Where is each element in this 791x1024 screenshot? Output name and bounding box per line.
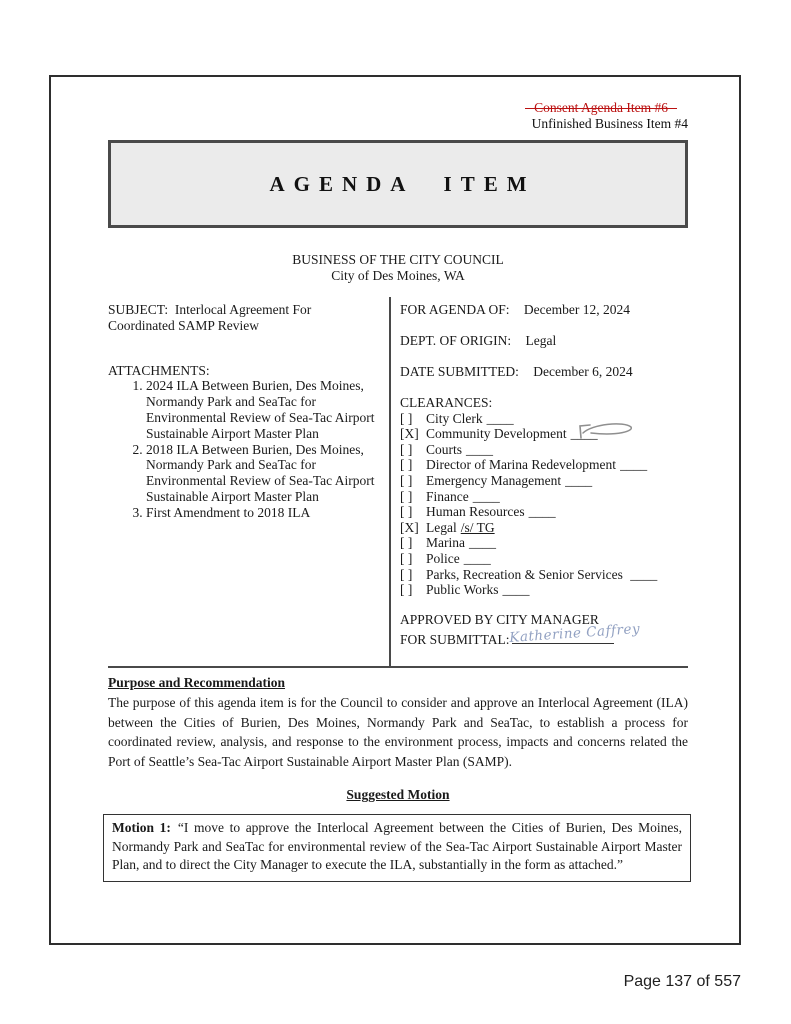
clearance-row-courts <box>400 442 688 458</box>
org-heading <box>108 252 688 284</box>
clearance-label: Human Resources <box>426 504 525 520</box>
attachment-item: 1. 2024 ILA Between Burien, Des Moines, Normandy Park and SeaTac for Environmental Review of Sea-Tac Airport Sustainable Airport Master Plan <box>146 378 377 441</box>
document-header-corner <box>108 100 688 132</box>
clearance-label: Public Works <box>426 582 499 598</box>
motion-box <box>103 814 691 882</box>
signature-blank: ____ <box>486 410 514 426</box>
motion-body: “I move to approve the Interlocal Agreement between the Cities of Burien, Des Moines, Normandy Park and SeaTac for environmental review of the Sea-Tac Airport Sustainable Airport Master Plan, and to direct the City Manager to execute the ILA, substantially in the form as attached.” <box>112 820 682 872</box>
org-line-city: City of Des Moines, WA <box>331 268 465 283</box>
clearance-label: Director of Marina Redevelopment <box>426 457 617 473</box>
for-submittal-label: FOR SUBMITTAL: <box>400 632 510 648</box>
clearance-label: Courts <box>426 441 463 457</box>
date-submitted-label: DATE SUBMITTED: <box>400 364 519 379</box>
signature-blank: ____ <box>472 488 500 504</box>
purpose-heading: Purpose and Recommendation <box>108 675 286 690</box>
checkbox: [ ] <box>400 457 413 473</box>
signature-blank: ____ <box>620 457 648 473</box>
clearance-label: Emergency Management <box>426 472 562 488</box>
dept-of-origin-value: Legal <box>525 333 557 348</box>
checkbox: [ ] <box>400 535 413 551</box>
clearance-label: Legal <box>426 519 457 535</box>
clearances-label: CLEARANCES: <box>400 395 493 410</box>
dept-of-origin-row <box>400 333 688 349</box>
checkbox: [ ] <box>400 566 413 582</box>
signature-blank: ____ <box>466 441 494 457</box>
clearance-row-emergency-management <box>400 473 688 489</box>
attachments-list <box>108 378 377 520</box>
clearance-label: Police <box>426 550 460 566</box>
motion-label: Motion 1: <box>112 820 171 835</box>
dept-of-origin-label: DEPT. OF ORIGIN: <box>400 333 512 348</box>
clearance-label: City Clerk <box>426 410 483 426</box>
agenda-of-value: December 12, 2024 <box>523 302 630 317</box>
info-table-left-column <box>108 297 391 666</box>
clearance-row-community-development <box>400 426 688 442</box>
attachment-item: 2. 2018 ILA Between Burien, Des Moines, Normandy Park and SeaTac for Environmental Review of Sea-Tac Airport Sustainable Airport Master Plan <box>146 442 377 505</box>
info-table <box>108 297 688 668</box>
checkbox: [ ] <box>400 410 413 426</box>
date-submitted-row <box>400 364 688 380</box>
signature-blank: ____ <box>463 550 491 566</box>
clearance-row-parks-recreation <box>400 567 688 583</box>
approval-block <box>400 612 688 649</box>
legal-signature-initials: /s/ TG <box>460 519 495 535</box>
agenda-item-banner <box>108 140 688 228</box>
info-table-right-column <box>391 297 688 666</box>
motion-text <box>112 819 682 875</box>
clearance-row-marina <box>400 535 688 551</box>
clearance-row-human-resources <box>400 504 688 520</box>
checkbox: [ ] <box>400 472 413 488</box>
date-submitted-value: December 6, 2024 <box>533 364 633 379</box>
agenda-item-title: AGENDA ITEM <box>269 171 536 196</box>
checkbox: [ ] <box>400 488 413 504</box>
signature-blank: ____ <box>570 426 598 442</box>
suggested-motion-heading: Suggested Motion <box>346 787 450 802</box>
document-page-frame <box>49 75 741 945</box>
agenda-of-row <box>400 302 688 318</box>
signature-blank: ____ <box>565 472 593 488</box>
org-line-council: BUSINESS OF THE CITY COUNCIL <box>292 252 504 267</box>
signature-blank: ____ <box>528 504 556 520</box>
clearance-row-marina-redevelopment <box>400 457 688 473</box>
handwritten-initials-mark <box>576 420 638 442</box>
subject-row <box>108 302 377 334</box>
signature-blank: ____ <box>468 535 496 551</box>
clearance-label: Finance <box>426 488 469 504</box>
clearance-row-finance <box>400 489 688 505</box>
checkbox: [X] <box>400 426 419 442</box>
clearance-row-police <box>400 551 688 567</box>
clearance-row-city-clerk <box>400 411 688 427</box>
city-manager-signature-line <box>508 620 641 646</box>
page-number-indicator: Page 137 of 557 <box>623 973 741 990</box>
clearance-label: Parks, Recreation & Senior Services <box>426 566 623 582</box>
city-manager-signature: Katherine Caffrey <box>508 620 641 646</box>
consent-agenda-line <box>108 100 668 116</box>
purpose-body: The purpose of this agenda item is for the Council to consider and approve an Interlocal Agreement (ILA) between the Cities of Burien, Des Moines, Normandy Park and SeaTac, to establish a process for coordinated review, analysis, and response to the environment process, impacts and concerns related the Port of Seattle’s Sea-Tac Airport Sustainable Airport Master Plan (SAMP). <box>108 695 688 769</box>
struck-consent-text: Consent Agenda Item #6 <box>534 100 668 115</box>
clearance-row-legal <box>400 520 688 536</box>
approved-by-line: APPROVED BY CITY MANAGER <box>400 611 599 627</box>
checkbox: [ ] <box>400 550 413 566</box>
checkbox: [ ] <box>400 504 413 520</box>
attachment-item: 3. First Amendment to 2018 ILA <box>146 505 377 521</box>
agenda-of-label: FOR AGENDA OF: <box>400 302 510 317</box>
clearance-label: Community Development <box>426 426 567 442</box>
checkbox: [ ] <box>400 582 413 598</box>
checkbox: [X] <box>400 519 419 535</box>
attachments-label: ATTACHMENTS: <box>108 362 210 378</box>
clearance-row-public-works <box>400 582 688 598</box>
checkbox: [ ] <box>400 441 413 457</box>
unfinished-business-line: Unfinished Business Item #4 <box>531 116 688 131</box>
for-submittal-line <box>400 620 688 649</box>
subject-value: Interlocal Agreement For Coordinated SAMP Review <box>108 302 312 333</box>
signature-blank: ____ <box>630 566 658 582</box>
clearance-label: Marina <box>426 535 465 551</box>
signature-blank: ____ <box>502 582 530 598</box>
subject-label: SUBJECT: <box>108 302 169 317</box>
